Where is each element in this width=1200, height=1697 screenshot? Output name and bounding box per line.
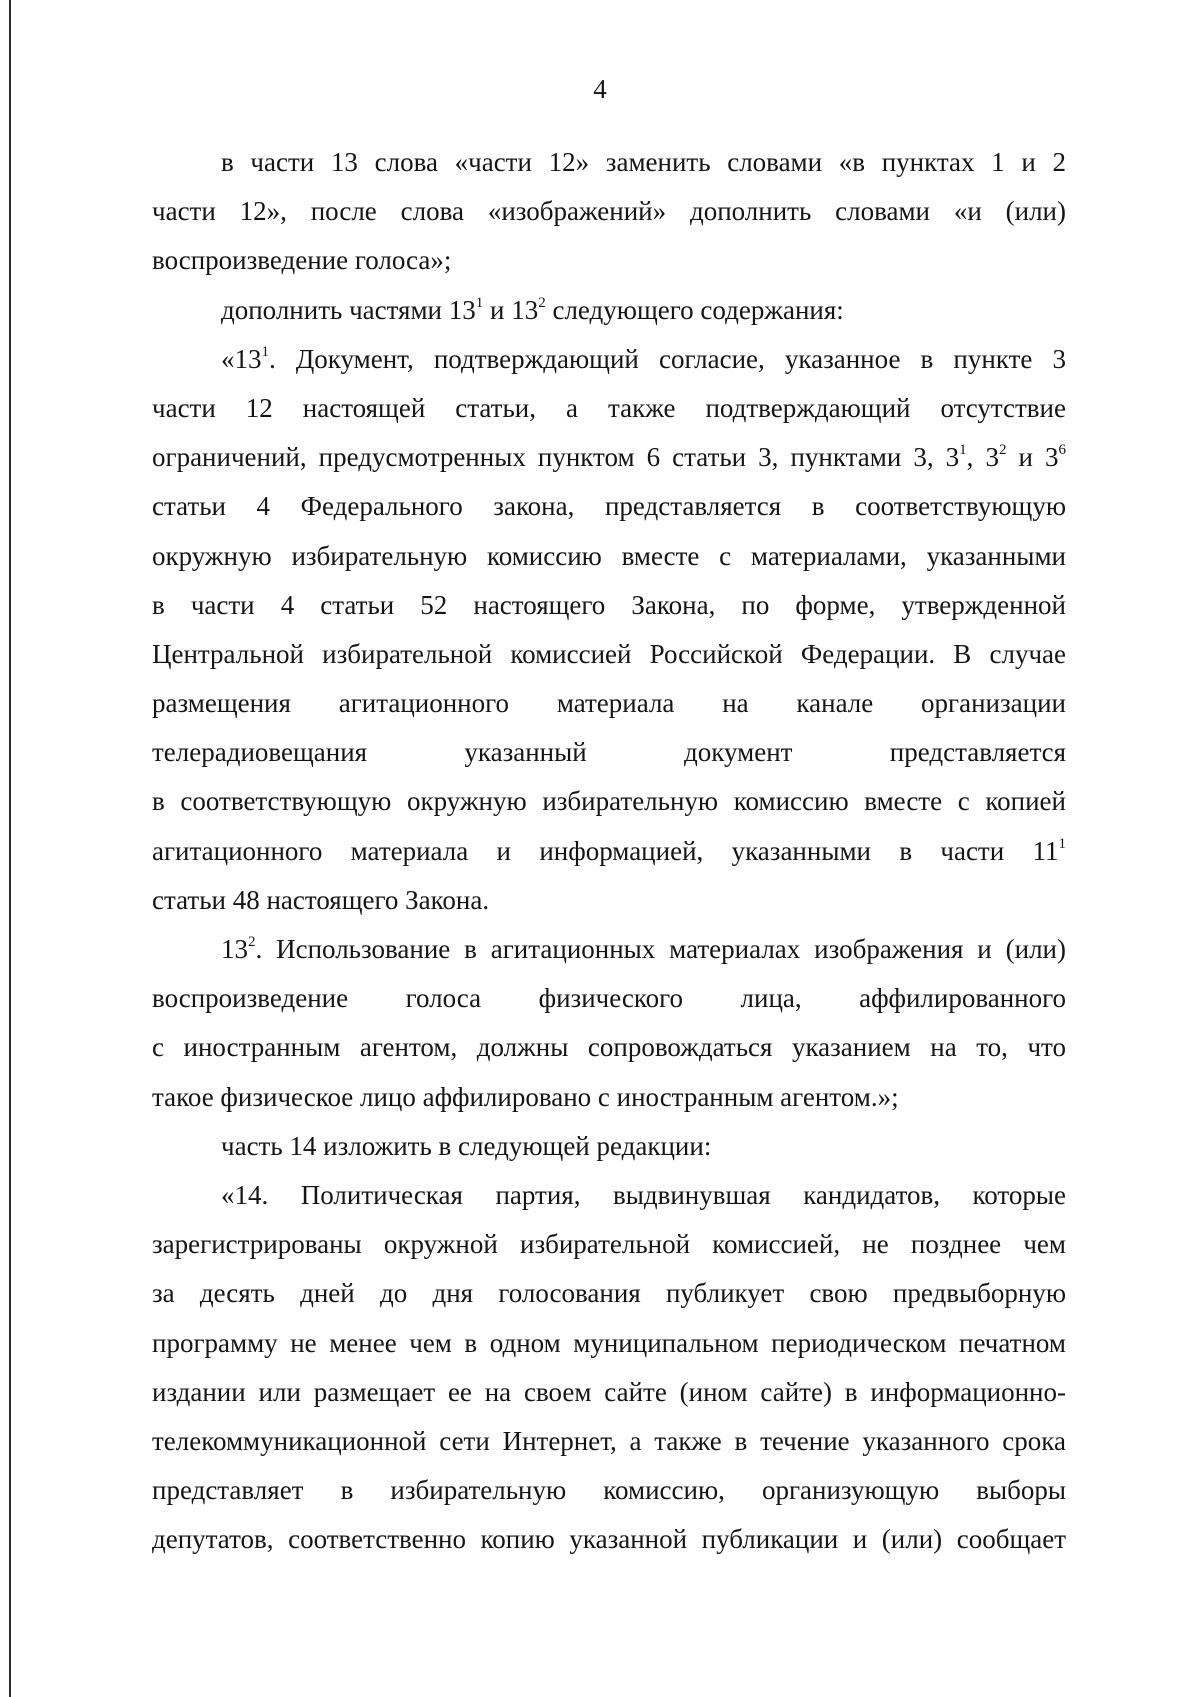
text-line: статьи 48 настоящего Закона. — [152, 884, 490, 915]
text-line: ограничений, предусмотренных пунктом 6 статьи 3, пунктами 3, $3^1$, $3^2$ и $3^6$ — [152, 442, 1067, 473]
text-line: «14. Политическая партия, выдвинувшая кандидатов, которые — [221, 1179, 1066, 1210]
text-line: воспроизведение голоса физического лица, аффилированного — [152, 983, 1066, 1014]
text-line: телекоммуникационной сети Интернет, а также в течение указанного срока — [152, 1425, 1066, 1456]
text-line: издании или размещает ее на своем сайте (ином сайте) в информационно- — [152, 1376, 1066, 1407]
text-line: представляет в избирательную комиссию, организующую выборы — [152, 1475, 1066, 1506]
text-line: в части 4 статьи 52 настоящего Закона, по форме, утвержденной — [152, 589, 1066, 620]
text-line: $13^2$. Использование в агитационных материалах изображения и (или) — [221, 934, 1066, 964]
text-line: телерадиовещания указанный документ представляется — [152, 737, 1066, 768]
text-line: такое физическое лицо аффилировано с иностранным агентом.»; — [152, 1081, 899, 1112]
text-line: дополнить частями $13^1$ и $13^2$ следующего содержания: — [221, 294, 844, 325]
text-line: воспроизведение голоса»; — [152, 245, 452, 276]
text-line: с иностранным агентом, должны сопровождаться указанием на то, что — [152, 1032, 1066, 1063]
scan-edge-line — [9, 0, 11, 1697]
text-line: окружную избирательную комиссию вместе с материалами, указанными — [152, 540, 1066, 571]
page-number: 4 — [593, 74, 607, 104]
text-line: агитационного материала и информацией, указанными в части $11^1$ — [152, 835, 1066, 866]
text-line: Центральной избирательной комиссией Российской Федерации. В случае — [152, 638, 1066, 669]
text-line: программу не менее чем в одном муниципальном периодическом печатном — [152, 1327, 1066, 1358]
text-line: часть 14 изложить в следующей редакции: — [221, 1130, 712, 1161]
text-line: статьи 4 Федерального закона, представляется в соответствующую — [152, 491, 1066, 522]
text-line: размещения агитационного материала на канале организации — [152, 688, 1066, 719]
text-line: в части 13 слова «части 12» заменить словами «в пунктах 1 и 2 — [221, 147, 1066, 177]
text-line: части 12 настоящей статьи, а также подтверждающий отсутствие — [152, 392, 1066, 423]
body-text — [152, 138, 1066, 1564]
text-line: за десять дней до дня голосования публикует свою предвыборную — [152, 1278, 1066, 1309]
text-line: депутатов, соответственно копию указанной публикации и (или) сообщает — [152, 1524, 1066, 1555]
text-line: в соответствующую окружную избирательную комиссию вместе с копией — [152, 786, 1066, 817]
text-line: «$13^1$. Документ, подтверждающий согласие, указанное в пункте 3 — [221, 343, 1066, 374]
text-line: зарегистрированы окружной избирательной комиссией, не позднее чем — [152, 1229, 1066, 1260]
text-line: части 12», после слова «изображений» дополнить словами «и (или) — [152, 196, 1066, 227]
